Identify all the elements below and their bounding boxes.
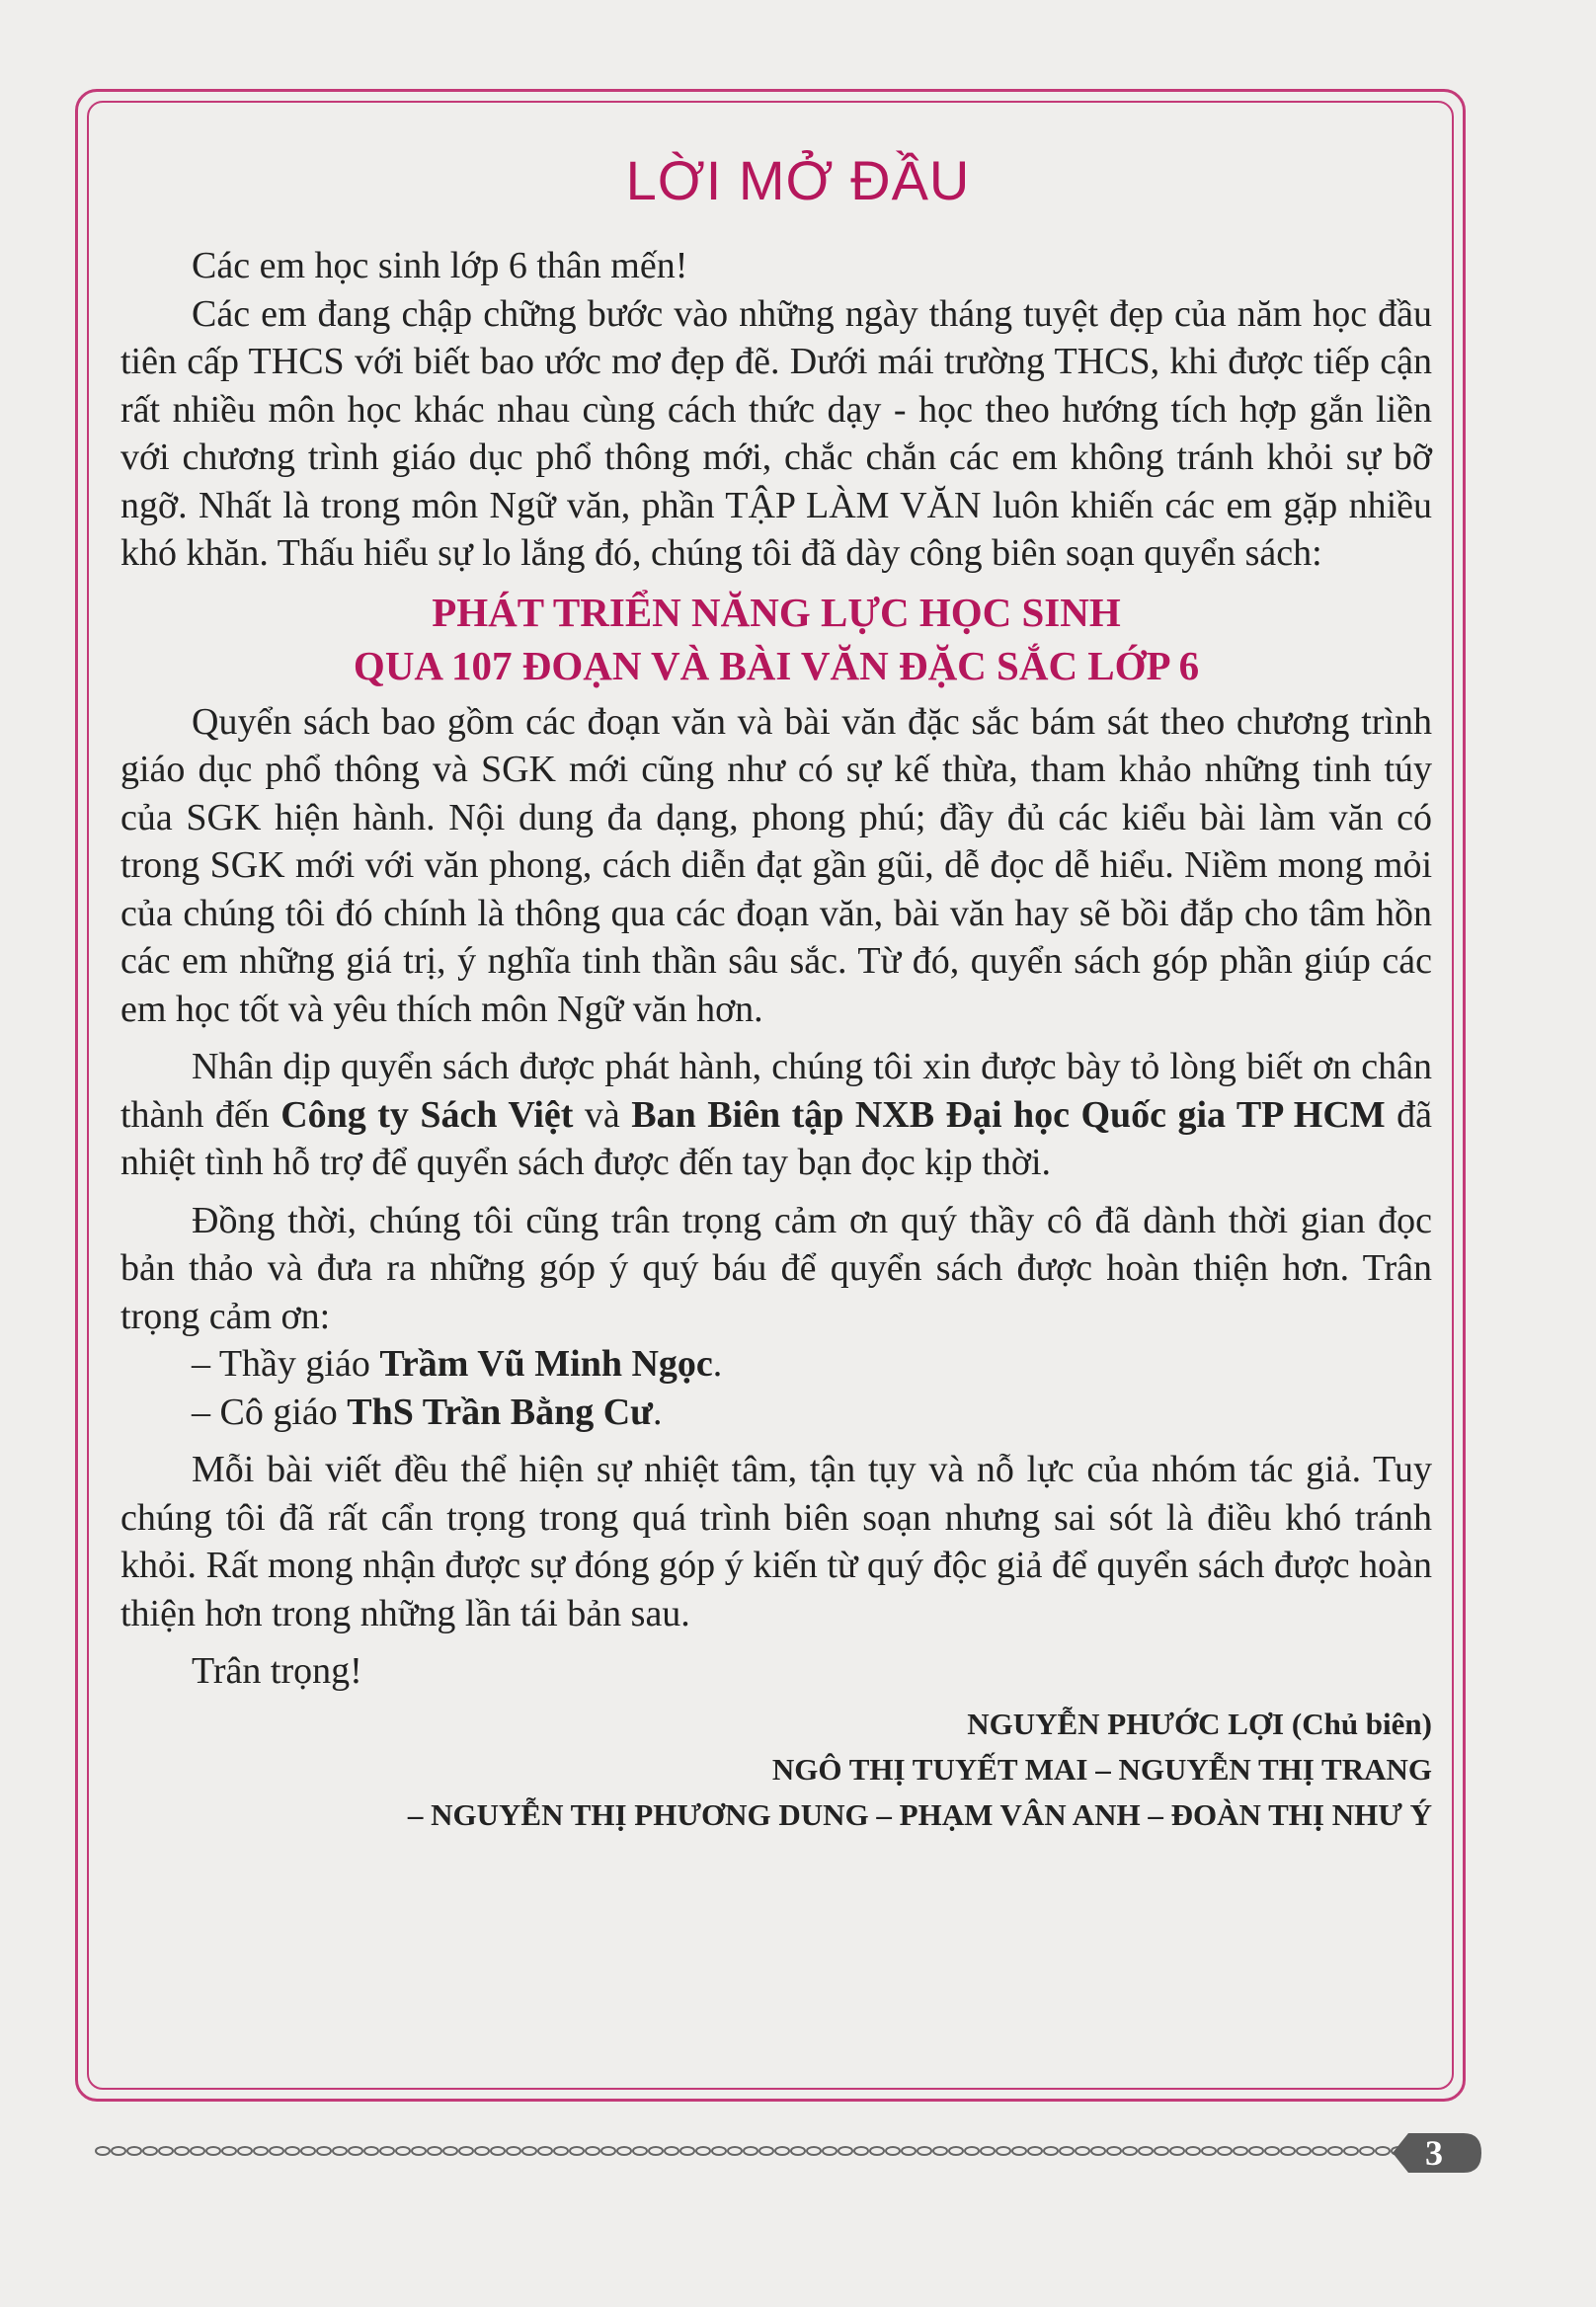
paragraph-closing-note: Mỗi bài viết đều thể hiện sự nhiệt tâm, tận tụy và nỗ lực của nhóm tác giả. Tuy chúng tôi đã rất cẩn trọng trong quá trình biên soạn nhưng sai sót là điều khó tránh khỏi. Rất mong nhận được sự đóng góp ý kiến từ quý độc giả để quyển sách được hoàn thiện hơn trong những lần tái bản sau.: [120, 1449, 1432, 1634]
author-line-1: NGUYỄN PHƯỚC LỢI (Chủ biên): [967, 1706, 1432, 1741]
book-title-line-1: PHÁT TRIỂN NĂNG LỰC HỌC SINH: [432, 589, 1121, 635]
paragraph-intro: Các em đang chập chững bước vào những ngày tháng tuyệt đẹp của năm học đầu tiên cấp THCS với biết bao ước mơ đẹp đẽ. Dưới mái trường THCS, khi được tiếp cận rất nhiều môn học khác nhau cùng cách thức dạy - học theo hướng tích hợp gắn liền với chương trình giáo dục phổ thông mới, chắc chắn các em không tránh khỏi sự bỡ ngỡ. Nhất là trong môn Ngữ văn, phần TẬP LÀM VĂN luôn khiến các em gặp nhiều khó khăn. Thấu hiểu sự lo lắng đó, chúng tôi đã dày công biên soạn quyển sách:: [120, 292, 1432, 574]
author-list: [120, 1702, 1432, 1838]
page-number: 3: [1425, 2133, 1443, 2173]
editorial-board-name: Ban Biên tập NXB Đại học Quốc gia TP HCM: [631, 1093, 1386, 1136]
body-text: [120, 242, 1432, 1838]
closing-salutation: Trân trọng!: [192, 1650, 362, 1692]
paragraph-acknowledgement: Nhân dịp quyển sách được phát hành, chúng tôi xin được bày tỏ lòng biết ơn chân thành đến Công ty Sách Việt và Ban Biên tập NXB Đại học Quốc gia TP HCM đã nhiệt tình hỗ trợ để quyển sách được đến tay bạn đọc kịp thời.: [120, 1046, 1432, 1183]
page-title: LỜI MỞ ĐẦU: [625, 149, 971, 211]
book-title: [120, 586, 1432, 692]
author-line-2: NGÔ THỊ TUYẾT MAI – NGUYỄN THỊ TRANG: [771, 1751, 1432, 1787]
publisher-name: Công ty Sách Việt: [280, 1093, 574, 1136]
teacher-name-2: ThS Trần Bằng Cư: [347, 1391, 653, 1433]
thanks-item-2: – Cô giáo ThS Trần Bằng Cư.: [192, 1391, 663, 1433]
author-line-3: – NGUYỄN THỊ PHƯƠNG DUNG – PHẠM VÂN ANH – ĐOÀN THỊ NHƯ Ý: [407, 1796, 1432, 1832]
paragraph-book-description: Quyển sách bao gồm các đoạn văn và bài văn đặc sắc bám sát theo chương trình giáo dục phổ thông và SGK mới cũng như có sự kế thừa, tham khảo những tinh túy của SGK hiện hành. Nội dung đa dạng, phong phú; đầy đủ các kiểu bài làm văn có trong SGK mới với văn phong, cách diễn đạt gần gũi, dễ đọc dễ hiểu. Niềm mong mỏi của chúng tôi đó chính là thông qua các đoạn văn, bài văn hay sẽ bồi đắp cho tâm hồn các em những giá trị, ý nghĩa tinh thần sâu sắc. Từ đó, quyển sách góp phần giúp các em học tốt và yêu thích môn Ngữ văn hơn.: [120, 700, 1432, 1030]
paragraph-thanks-teachers: Đồng thời, chúng tôi cũng trân trọng cảm ơn quý thầy cô đã dành thời gian đọc bản thảo và đưa ra những góp ý quý báu để quyển sách được hoàn thiện hơn. Trân trọng cảm ơn:: [120, 1199, 1432, 1337]
book-title-line-2: QUA 107 ĐOẠN VÀ BÀI VĂN ĐẶC SẮC LỚP 6: [353, 642, 1200, 688]
teacher-name-1: Trầm Vũ Minh Ngọc: [379, 1343, 713, 1385]
footer-ornament-line: [95, 2141, 1398, 2161]
thanks-item-1: – Thầy giáo Trầm Vũ Minh Ngọc.: [192, 1343, 723, 1385]
greeting: Các em học sinh lớp 6 thân mến!: [192, 245, 688, 286]
